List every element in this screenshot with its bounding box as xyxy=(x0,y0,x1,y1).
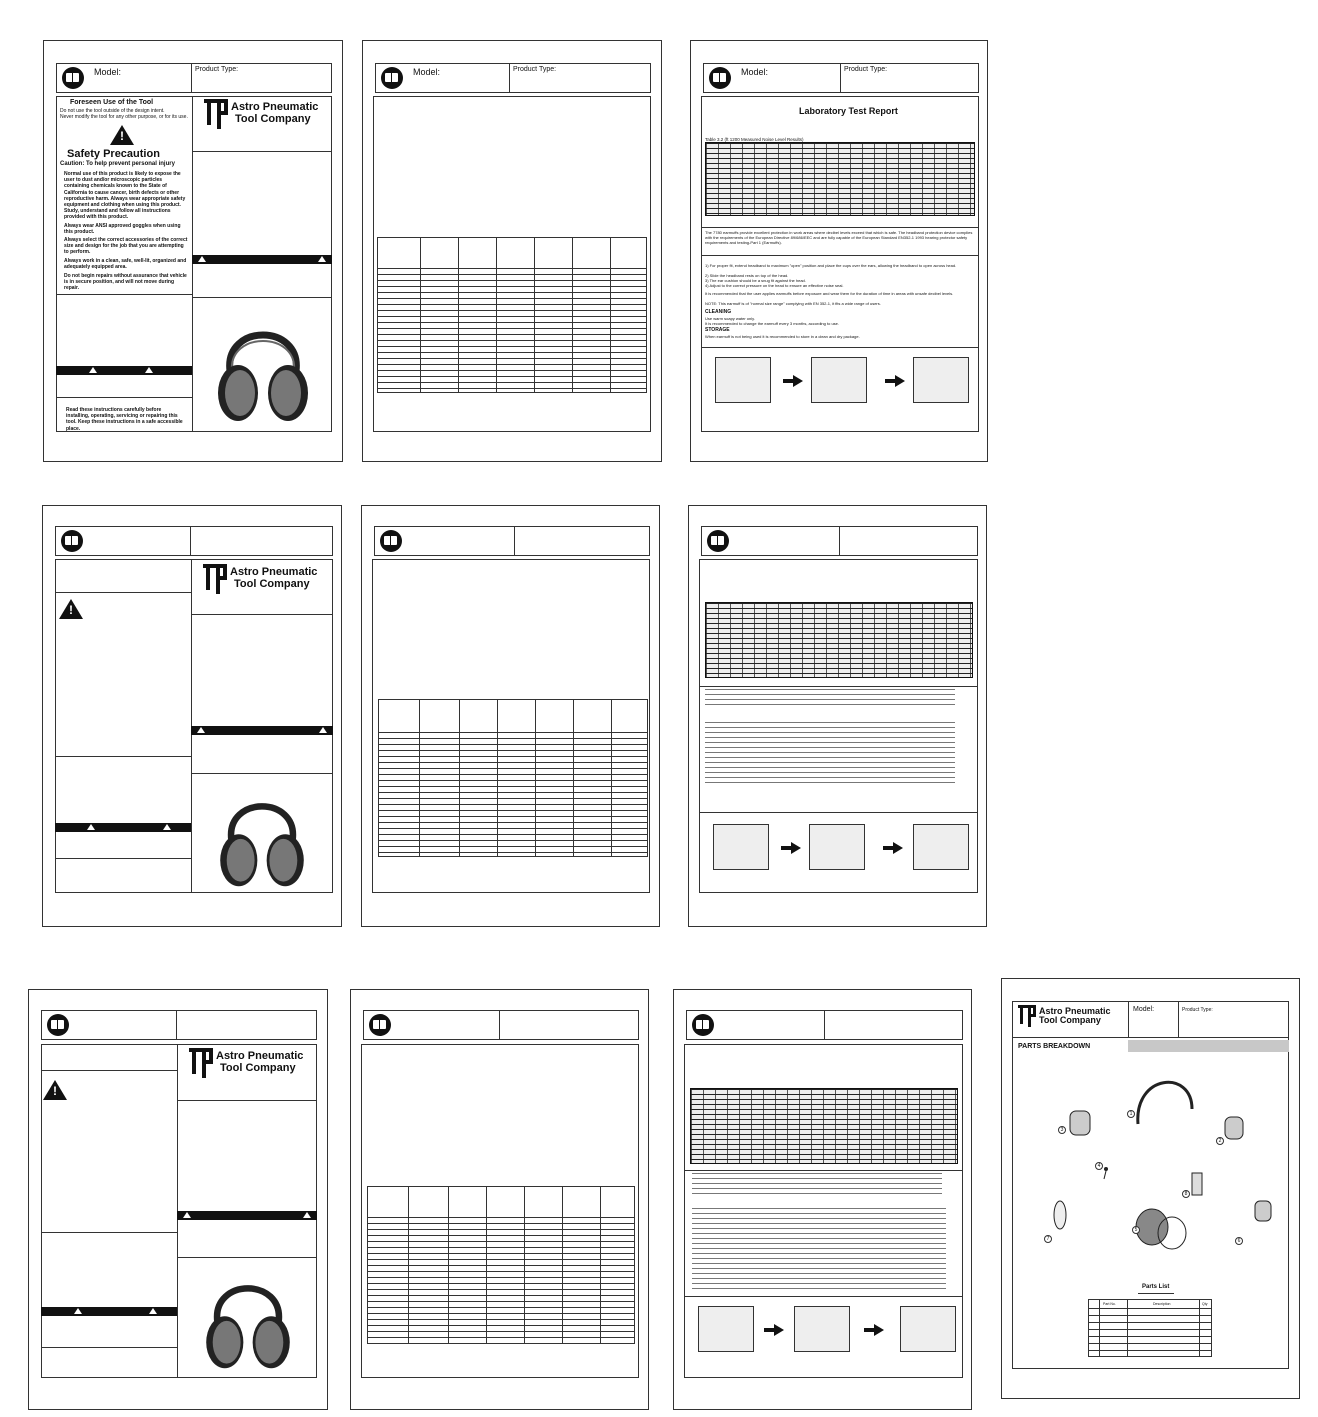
manual-page-table-en xyxy=(362,40,662,462)
astro-logo xyxy=(203,564,317,594)
manual-page-table-fr xyxy=(361,505,660,927)
table-header-cell: Description xyxy=(1153,1302,1171,1306)
brand-line-2: Tool Company xyxy=(220,1062,296,1074)
report-step: 1) For proper fit, extend headband to maximum "open" position and place the cups over the ears, allowing the headband to open across head. xyxy=(705,263,957,268)
astro-logo xyxy=(189,1048,303,1078)
parts-list-table xyxy=(1088,1299,1212,1357)
specification-table xyxy=(378,699,648,857)
report-step: 2) Slide the headband rests on top of the head. xyxy=(705,273,789,278)
warning-bar xyxy=(191,726,333,735)
brand-line-1: Astro Pneumatic xyxy=(1039,1005,1111,1016)
safety-precaution-title: Safety Precaution xyxy=(67,148,160,160)
safety-bullet: Normal use of this product is likely to expose the user to dust and/or microscopic particles containing chemicals known to the State of California to cause cancer, birth defects or other reproductive harm. Always wear appropriate safety equipment and clothing when using this product. Study, understand and follow all instructions provided with this product. xyxy=(64,171,186,221)
model-field xyxy=(721,1011,825,1039)
page-header xyxy=(56,63,332,93)
fitting-step-photo xyxy=(794,1306,850,1352)
manual-page-table-es xyxy=(350,989,649,1410)
page-header xyxy=(41,1010,317,1040)
brand-line-2: Tool Company xyxy=(1039,1015,1101,1025)
specification-table xyxy=(367,1186,635,1344)
product-type-field xyxy=(840,527,977,555)
manual-page-parts xyxy=(1001,978,1300,1399)
model-field xyxy=(76,1011,177,1039)
arrow-right-icon xyxy=(774,1324,784,1336)
page-header xyxy=(375,63,651,93)
table-caption: Table 3.2 (ft 1200 Measured Noise Level Results) xyxy=(705,137,804,142)
storage-line: When earmuff is not being used it is recommended to store in a clean and dry package. xyxy=(705,334,860,339)
fitting-step-photo xyxy=(913,824,969,870)
arrow-right-icon xyxy=(874,1324,884,1336)
brand-line-2: Tool Company xyxy=(235,113,311,125)
astro-logo xyxy=(1018,1005,1111,1027)
storage-title: STORAGE xyxy=(705,327,730,333)
brand-line-1: Astro Pneumatic xyxy=(231,101,319,114)
model-field: Model: xyxy=(1133,1006,1155,1013)
table-header-cell: Part No. xyxy=(1103,1302,1116,1306)
warning-icon xyxy=(59,599,83,619)
manual-page-safety-fr xyxy=(42,505,342,927)
page-header xyxy=(703,63,979,93)
report-paragraph: It is recommended that the user applies earmuffs before exposure and wear them for the duration of time in areas with unsafe decibel levels. xyxy=(705,291,954,296)
model-field xyxy=(736,527,840,555)
model-field: Model: xyxy=(410,64,510,92)
manual-page-report-es xyxy=(673,989,972,1410)
model-field: Model: xyxy=(91,64,192,92)
manual-page-report-en xyxy=(690,40,988,462)
product-type-field: Product Type: xyxy=(844,66,888,73)
parts-breakdown-title: PARTS BREAKDOWN xyxy=(1018,1043,1091,1050)
page-header xyxy=(686,1010,963,1040)
callout-number: 2 xyxy=(1216,1137,1224,1145)
manual-page-safety-en xyxy=(43,40,343,462)
report-title: Laboratory Test Report xyxy=(799,106,898,116)
report-paragraph: The 7780 earmuffs provide excellent protection in work areas where decibel levels exceed that which is safe. The headband protection device complies with the requirements of the European Directive 89/686/EEC and are fully capable of the European Standard EN352-1 1993 hearing protector safety requirements and testing-Part 1 (Earmuffs). xyxy=(705,230,973,245)
brand-line-1: Astro Pneumatic xyxy=(216,1050,304,1063)
earmuff-photo xyxy=(209,786,315,890)
foreseen-use-title: Foreseen Use of the Tool xyxy=(70,99,154,106)
fitting-step-photo xyxy=(913,357,969,403)
cleaning-line: It is recommended to change the earmuff every 3 months, according to use. xyxy=(705,321,839,326)
caution-line: Caution: To help prevent personal injury xyxy=(60,161,175,167)
page-header xyxy=(363,1010,639,1040)
warning-bar xyxy=(56,366,192,375)
product-type-field xyxy=(515,527,649,555)
callout-number: 3 xyxy=(1058,1126,1066,1134)
product-type-field xyxy=(500,1011,638,1039)
brand-line-2: Tool Company xyxy=(234,578,310,590)
product-type-field: Product Type: xyxy=(1182,1007,1213,1013)
fitting-step-photo xyxy=(713,824,769,870)
callout-number: 7 xyxy=(1044,1235,1052,1243)
foreseen-use-line: Never modify the tool for any other purpose, or for its use. xyxy=(60,114,188,120)
model-field xyxy=(90,527,191,555)
product-type-field xyxy=(825,1011,962,1039)
model-field: Model: xyxy=(738,64,841,92)
warning-bar xyxy=(41,1307,177,1316)
arrow-right-icon xyxy=(895,375,905,387)
book-icon xyxy=(369,1014,391,1036)
book-icon xyxy=(380,530,402,552)
page-header xyxy=(374,526,650,556)
product-type-field xyxy=(191,527,332,555)
noise-test-table xyxy=(690,1088,958,1164)
parts-list-title: Parts List xyxy=(1142,1284,1170,1290)
model-field xyxy=(398,1011,500,1039)
arrow-right-icon xyxy=(893,842,903,854)
arrow-right-icon xyxy=(791,842,801,854)
callout-number: 8 xyxy=(1182,1190,1190,1198)
noise-test-table xyxy=(705,602,973,678)
warning-icon xyxy=(110,125,134,145)
safety-bullet: Always wear ANSI approved goggles when using this product. xyxy=(64,223,181,236)
book-icon xyxy=(47,1014,69,1036)
foreseen-use-line: Do not use the tool outside of the design intent. xyxy=(60,108,165,114)
manual-page-safety-es xyxy=(28,989,328,1410)
read-instructions-note: Read these instructions carefully before installing, operating, servicing or repairing this tool. Keep these instructions in a safe accessible place. xyxy=(66,407,183,432)
callout-number: 6 xyxy=(1235,1237,1243,1245)
book-icon xyxy=(707,530,729,552)
earmuff-photo xyxy=(195,1268,301,1372)
arrow-right-icon xyxy=(793,375,803,387)
title-bar xyxy=(1128,1040,1289,1052)
report-step: 4) Adjust to the correct pressure on the head to ensure an effective noise seal. xyxy=(705,283,844,288)
callout-number: 5 xyxy=(1132,1226,1140,1234)
page-header xyxy=(701,526,978,556)
safety-bullet: Always select the correct accessories of the correct size and design for the job that you are attempting to perform. xyxy=(64,237,188,256)
fitting-step-photo xyxy=(900,1306,956,1352)
callout-number: 4 xyxy=(1095,1162,1103,1170)
noise-test-table xyxy=(705,142,975,216)
report-note: NOTE: This earmuff is of "normal size range" complying with EN 352-1, it fits a wide range of users. xyxy=(705,301,881,306)
astro-logo xyxy=(204,99,318,129)
cleaning-line: Use warm soapy water only. xyxy=(705,316,755,321)
warning-icon xyxy=(43,1080,67,1100)
earmuff-photo xyxy=(210,313,316,425)
manual-page-report-fr xyxy=(688,505,987,927)
book-icon xyxy=(692,1014,714,1036)
fitting-step-photo xyxy=(811,357,867,403)
fitting-step-photo xyxy=(715,357,771,403)
report-step: 3) The ear cushion should be a snug fit against the head. xyxy=(705,278,806,283)
book-icon xyxy=(62,67,84,89)
cleaning-title: CLEANING xyxy=(705,309,732,315)
warning-bar xyxy=(55,823,191,832)
warning-bar xyxy=(192,255,332,264)
callout-number: 1 xyxy=(1127,1110,1135,1118)
fitting-step-photo xyxy=(809,824,865,870)
safety-bullet: Always work in a clean, safe, well-lit, organized and adequately equipped area. xyxy=(64,258,187,271)
book-icon xyxy=(61,530,83,552)
book-icon xyxy=(381,67,403,89)
table-header-cell: Qty xyxy=(1202,1302,1208,1306)
specification-table xyxy=(377,237,647,393)
model-field xyxy=(409,527,515,555)
product-type-field: Product Type: xyxy=(513,66,557,73)
product-type-field: Product Type: xyxy=(195,66,239,73)
brand-line-1: Astro Pneumatic xyxy=(230,566,318,579)
product-type-field xyxy=(177,1011,316,1039)
fitting-step-photo xyxy=(698,1306,754,1352)
warning-bar xyxy=(177,1211,317,1220)
book-icon xyxy=(709,67,731,89)
page-header xyxy=(55,526,333,556)
safety-bullet: Do not begin repairs without assurance that vehicle is in secure position, and will not move during repair. xyxy=(64,273,187,292)
